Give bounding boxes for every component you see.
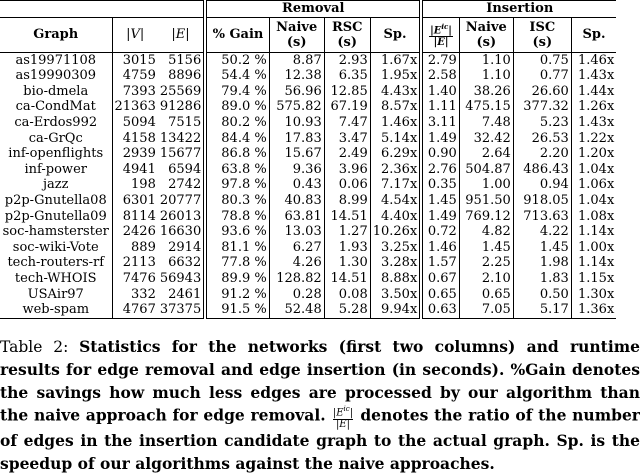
cell-naive-removal: 56.96 <box>269 84 324 100</box>
cell-rsc: 8.99 <box>324 193 370 209</box>
cell-rsc: 5.28 <box>324 302 370 318</box>
cell-ratio: 0.63 <box>421 302 459 318</box>
cell-v: 198 <box>131 177 156 193</box>
cell-isc: 0.75 <box>513 52 571 68</box>
cell-e: 37375 <box>158 302 205 318</box>
cell-naive-removal: 40.83 <box>269 193 324 209</box>
cell-graph: inf-openflights <box>0 146 112 162</box>
cell-rsc: 0.06 <box>324 177 370 193</box>
table-row <box>0 68 616 84</box>
cell-rsc: 0.08 <box>324 287 370 303</box>
cell-v: 332 <box>131 286 156 302</box>
cell-naive-removal: 6.27 <box>269 240 324 256</box>
cell-graph: ca-GrQc <box>0 131 112 147</box>
cell-isc: 377.32 <box>513 99 571 115</box>
cell-isc: 0.50 <box>513 287 571 303</box>
cell-speedup-removal: 4.43x <box>370 84 421 100</box>
cell-ratio: 0.67 <box>427 270 457 286</box>
table-row <box>0 146 616 162</box>
cell-speedup-insertion: 1.26x <box>571 99 616 115</box>
cell-gain: 79.4 % <box>205 84 269 100</box>
cell-speedup-removal: 7.17x <box>370 177 421 193</box>
cell-graph: p2p-Gnutella09 <box>0 209 112 225</box>
cell-speedup-removal: 2.36x <box>370 162 421 178</box>
cell-naive-removal: 9.36 <box>269 162 324 178</box>
cell-speedup-insertion: 1.14x <box>571 224 616 240</box>
cell-naive-insertion: 1.00 <box>459 177 513 193</box>
cell-ratio: 1.49 <box>427 208 457 224</box>
cell-gain: 78.8 % <box>205 209 269 225</box>
cell-e: 56943 <box>158 271 205 287</box>
cell-naive-removal: 15.67 <box>269 146 324 162</box>
cell-rsc: 7.47 <box>324 115 370 131</box>
cell-naive-insertion: 2.10 <box>459 271 513 287</box>
cell-rsc: 1.27 <box>324 224 370 240</box>
cell-v: 4759 <box>122 68 156 84</box>
cell-speedup-insertion: 1.46x <box>571 52 616 68</box>
empty-group-header <box>0 1 205 18</box>
cell-v: 2113 <box>122 255 156 271</box>
cell-naive-removal: 0.28 <box>269 287 324 303</box>
cell-ratio: 0.72 <box>427 224 457 240</box>
cell-gain: 93.6 % <box>205 224 269 240</box>
cell-e: 2461 <box>158 287 205 303</box>
cell-v: 8114 <box>122 208 156 224</box>
cell-rsc: 14.51 <box>324 209 370 225</box>
cell-ratio: 0.65 <box>427 286 457 302</box>
cell-gain: 86.8 % <box>205 146 269 162</box>
cell-graph: as19990309 <box>0 68 112 84</box>
removal-group-header: Removal <box>205 1 421 18</box>
cell-gain: 77.8 % <box>205 255 269 271</box>
cell-naive-removal: 52.48 <box>269 302 324 318</box>
cell-graph: web-spam <box>0 302 112 318</box>
cell-v: 4941 <box>122 161 156 177</box>
cell-gain: 81.1 % <box>205 240 269 256</box>
cell-rsc: 14.51 <box>324 271 370 287</box>
cell-e: 6594 <box>158 162 205 178</box>
cell-naive-removal: 128.82 <box>269 271 324 287</box>
cell-graph: jazz <box>0 177 112 193</box>
cell-e: 91286 <box>158 99 205 115</box>
cell-rsc: 12.85 <box>324 84 370 100</box>
cell-ratio: 1.57 <box>427 255 457 271</box>
col-naive-removal: Naive (s) <box>269 17 324 52</box>
cell-speedup-insertion: 1.14x <box>571 255 616 271</box>
cell-naive-insertion: 0.65 <box>459 287 513 303</box>
cell-graph: ca-Erdos992 <box>0 115 112 131</box>
caption-text-2: denotes the ratio of the number of edges in the insertion candidate graph to the actual graph. Sp. is the speedup of our algorithms against the naive approaches. <box>0 406 640 473</box>
cell-gain: 84.4 % <box>205 131 269 147</box>
cell-naive-insertion: 32.42 <box>459 131 513 147</box>
cell-speedup-removal: 8.88x <box>370 271 421 287</box>
cell-gain: 54.4 % <box>205 68 269 84</box>
cell-speedup-removal: 4.54x <box>370 193 421 209</box>
cell-speedup-insertion: 1.44x <box>571 84 616 100</box>
cell-graph: tech-WHOIS <box>0 271 112 287</box>
cell-naive-insertion: 504.87 <box>459 162 513 178</box>
cell-rsc: 3.96 <box>324 162 370 178</box>
cell-naive-removal: 13.03 <box>269 224 324 240</box>
col-gain: % Gain <box>205 17 269 52</box>
cell-speedup-insertion: 1.04x <box>571 193 616 209</box>
cell-graph: bio-dmela <box>0 84 112 100</box>
cell-gain: 63.8 % <box>205 162 269 178</box>
cell-v: 7476 <box>122 270 156 286</box>
cell-ratio: 1.11 <box>427 99 457 115</box>
cell-naive-insertion: 7.48 <box>459 115 513 131</box>
cell-e: 25569 <box>158 84 205 100</box>
cell-speedup-insertion: 1.22x <box>571 131 616 147</box>
cell-e: 20777 <box>158 193 205 209</box>
cell-ratio: 1.40 <box>427 83 457 99</box>
cell-ratio: 2.79 <box>427 52 457 68</box>
col-speedup-insertion: Sp. <box>571 17 616 52</box>
cell-rsc: 2.49 <box>324 146 370 162</box>
cell-ratio: 1.49 <box>427 130 457 146</box>
cell-speedup-insertion: 1.08x <box>571 209 616 225</box>
cell-speedup-insertion: 1.00x <box>571 240 616 256</box>
cell-naive-removal: 12.38 <box>269 68 324 84</box>
cell-e: 6632 <box>158 255 205 271</box>
table-row <box>0 99 616 115</box>
cell-v: 2426 <box>122 224 156 240</box>
cell-naive-insertion: 4.82 <box>459 224 513 240</box>
cell-v: 7393 <box>122 83 156 99</box>
cell-isc: 5.17 <box>513 302 571 318</box>
cell-e: 13422 <box>158 131 205 147</box>
cell-speedup-insertion: 1.04x <box>571 162 616 178</box>
cell-naive-insertion: 7.05 <box>459 302 513 318</box>
cell-ratio: 2.76 <box>427 161 457 177</box>
caption-ratio-fraction: $\frac{|E^{ic}|}{|E|}$ <box>332 405 354 430</box>
cell-ratio: 1.46 <box>427 239 457 255</box>
cell-rsc: 2.93 <box>324 52 370 68</box>
cell-v: 4767 <box>112 302 158 318</box>
cell-v: 21363 <box>114 99 156 115</box>
cell-speedup-removal: 1.95x <box>370 68 421 84</box>
cell-speedup-insertion: 1.43x <box>571 68 616 84</box>
cell-e: 2742 <box>158 177 205 193</box>
cell-v: 889 <box>131 239 156 255</box>
table-row <box>0 193 616 209</box>
cell-isc: 1.45 <box>513 240 571 256</box>
cell-graph: inf-power <box>0 162 112 178</box>
cell-gain: 89.0 % <box>205 99 269 115</box>
col-ratio <box>421 17 459 52</box>
cell-rsc: 67.19 <box>324 99 370 115</box>
ratio-fraction: $\frac{|E^{ic}|}{|E|}$ <box>430 21 452 49</box>
cell-isc: 0.77 <box>513 68 571 84</box>
cell-isc: 26.53 <box>513 131 571 147</box>
table-row <box>0 302 616 318</box>
cell-gain: 97.8 % <box>205 177 269 193</box>
cell-naive-insertion: 2.64 <box>459 146 513 162</box>
table-row <box>0 255 616 271</box>
col-naive-insertion: Naive (s) <box>459 17 513 52</box>
col-speedup-removal: Sp. <box>370 17 421 52</box>
cell-gain: 91.5 % <box>205 302 269 318</box>
cell-naive-insertion: 2.25 <box>459 255 513 271</box>
cell-speedup-insertion: 1.20x <box>571 146 616 162</box>
cell-naive-removal: 8.87 <box>269 52 324 68</box>
column-header-row <box>0 17 616 52</box>
cell-isc: 1.98 <box>513 255 571 271</box>
table-row <box>0 271 616 287</box>
cell-isc: 486.43 <box>513 162 571 178</box>
cell-naive-removal: 575.82 <box>269 99 324 115</box>
insertion-group-header: Insertion <box>421 1 616 18</box>
table-row <box>0 177 616 193</box>
cell-speedup-removal: 5.14x <box>370 131 421 147</box>
cell-ratio: 3.11 <box>427 114 457 130</box>
cell-isc: 26.60 <box>513 84 571 100</box>
col-graph: Graph <box>0 17 112 52</box>
cell-e: 26013 <box>158 209 205 225</box>
table-row <box>0 115 616 131</box>
cell-isc: 5.23 <box>513 115 571 131</box>
cell-speedup-insertion: 1.43x <box>571 115 616 131</box>
cell-graph: soc-hamsterster <box>0 224 112 240</box>
cell-speedup-removal: 9.94x <box>370 302 421 318</box>
col-v: |V| <box>112 17 158 52</box>
cell-speedup-removal: 10.26x <box>370 224 421 240</box>
cell-speedup-insertion: 1.36x <box>571 302 616 318</box>
cell-speedup-removal: 1.67x <box>370 52 421 68</box>
cell-isc: 0.94 <box>513 177 571 193</box>
cell-speedup-insertion: 1.30x <box>571 287 616 303</box>
cell-gain: 89.9 % <box>205 271 269 287</box>
cell-speedup-insertion: 1.06x <box>571 177 616 193</box>
cell-ratio: 2.58 <box>427 68 457 84</box>
cell-speedup-removal: 6.29x <box>370 146 421 162</box>
cell-isc: 2.20 <box>513 146 571 162</box>
cell-naive-insertion: 951.50 <box>459 193 513 209</box>
cell-graph: USAir97 <box>0 287 112 303</box>
cell-naive-removal: 63.81 <box>269 209 324 225</box>
cell-v: 6301 <box>122 192 156 208</box>
cell-graph: soc-wiki-Vote <box>0 240 112 256</box>
cell-ratio: 0.90 <box>427 146 457 162</box>
cell-speedup-removal: 3.50x <box>370 287 421 303</box>
cell-isc: 713.63 <box>513 209 571 225</box>
cell-naive-insertion: 1.10 <box>459 68 513 84</box>
cell-rsc: 1.93 <box>324 240 370 256</box>
cell-ratio: 1.45 <box>427 192 457 208</box>
cell-gain: 91.2 % <box>205 287 269 303</box>
cell-naive-removal: 17.83 <box>269 131 324 147</box>
table-row <box>0 162 616 178</box>
caption-label: Table 2: <box>0 338 80 356</box>
cell-rsc: 6.35 <box>324 68 370 84</box>
cell-gain: 80.3 % <box>205 193 269 209</box>
cell-isc: 918.05 <box>513 193 571 209</box>
table-body <box>0 52 616 318</box>
cell-graph: as19971108 <box>0 52 112 68</box>
table-row <box>0 52 616 68</box>
cell-naive-insertion: 769.12 <box>459 209 513 225</box>
table-row <box>0 240 616 256</box>
cell-rsc: 3.47 <box>324 131 370 147</box>
cell-rsc: 1.30 <box>324 255 370 271</box>
cell-e: 16630 <box>158 224 205 240</box>
col-rsc: RSC (s) <box>324 17 370 52</box>
cell-speedup-removal: 1.46x <box>370 115 421 131</box>
col-e: |E| <box>158 17 205 52</box>
cell-naive-insertion: 1.45 <box>459 240 513 256</box>
col-isc: ISC (s) <box>513 17 571 52</box>
cell-gain: 80.2 % <box>205 115 269 131</box>
cell-v: 3015 <box>122 52 156 68</box>
cell-v: 2939 <box>122 146 156 162</box>
cell-naive-removal: 0.43 <box>269 177 324 193</box>
cell-graph: ca-CondMat <box>0 99 112 115</box>
cell-naive-insertion: 38.26 <box>459 84 513 100</box>
cell-v: 4158 <box>122 130 156 146</box>
table-row <box>0 209 616 225</box>
cell-speedup-removal: 8.57x <box>370 99 421 115</box>
cell-isc: 1.83 <box>513 271 571 287</box>
cell-graph: tech-routers-rf <box>0 255 112 271</box>
cell-naive-removal: 10.93 <box>269 115 324 131</box>
table-caption <box>0 336 640 475</box>
cell-e: 2914 <box>158 240 205 256</box>
cell-naive-removal: 4.26 <box>269 255 324 271</box>
cell-speedup-removal: 3.28x <box>370 255 421 271</box>
group-header-row <box>0 1 616 18</box>
cell-naive-insertion: 1.10 <box>459 52 513 68</box>
cell-ratio: 0.35 <box>427 177 457 193</box>
cell-e: 7515 <box>158 115 205 131</box>
table-row <box>0 84 616 100</box>
cell-naive-insertion: 475.15 <box>459 99 513 115</box>
cell-speedup-removal: 4.40x <box>370 209 421 225</box>
cell-speedup-removal: 3.25x <box>370 240 421 256</box>
cell-graph: p2p-Gnutella08 <box>0 193 112 209</box>
table-row <box>0 131 616 147</box>
table-row <box>0 224 616 240</box>
cell-speedup-insertion: 1.15x <box>571 271 616 287</box>
cell-gain: 50.2 % <box>205 52 269 68</box>
cell-e: 5156 <box>158 52 205 68</box>
cell-e: 15677 <box>158 146 205 162</box>
caption-text-1: Statistics for the networks (first two columns) and runtime results for edge removal and edge insertion (in seconds). %Gain denotes the savings how much less edges are processed by our algorithm than the naive approach for edge removal. <box>0 337 640 426</box>
cell-isc: 4.22 <box>513 224 571 240</box>
cell-e: 8896 <box>158 68 205 84</box>
table-row <box>0 287 616 303</box>
cell-v: 5094 <box>122 114 156 130</box>
